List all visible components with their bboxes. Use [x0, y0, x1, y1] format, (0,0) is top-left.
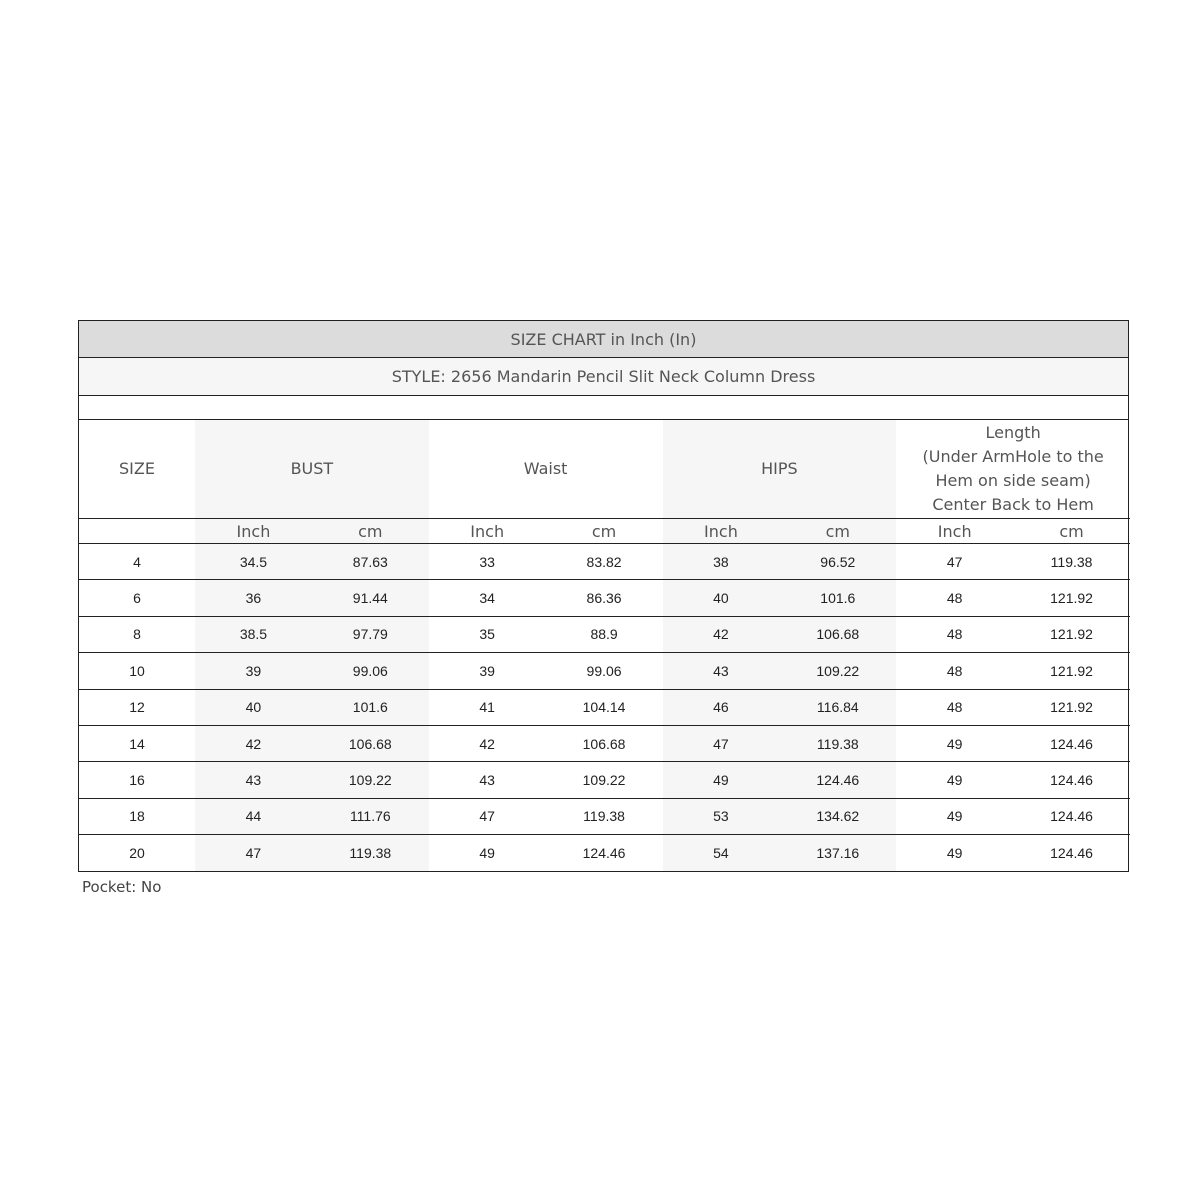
measurement-cell: 97.79 — [312, 616, 429, 652]
measurement-cell: 42 — [429, 725, 546, 761]
measurement-cell: 48 — [896, 616, 1013, 652]
measurement-cell: 106.68 — [312, 725, 429, 761]
measurement-cell: 34 — [429, 580, 546, 616]
unit-label: cm — [312, 519, 429, 544]
measurement-cell: 121.92 — [1013, 689, 1130, 725]
measurement-cell: 124.46 — [1013, 798, 1130, 834]
measurement-cell: 47 — [429, 798, 546, 834]
unit-label: Inch — [429, 519, 546, 544]
measurement-cell: 49 — [946, 844, 963, 861]
measurement-cell: 106.68 — [779, 616, 896, 652]
measurement-cell: 119.38 — [312, 835, 429, 871]
measurement-cell: 106.68 — [546, 725, 663, 761]
pocket-note: Pocket: No — [82, 878, 162, 896]
measurement-cell: 119.38 — [779, 725, 896, 761]
size-cell: 18 — [79, 798, 195, 834]
measurement-cell: 116.84 — [779, 689, 896, 725]
size-table — [79, 420, 1130, 871]
size-cell: 6 — [79, 580, 195, 616]
unit-label: cm — [546, 519, 663, 544]
size-rows — [79, 544, 1130, 871]
measurement-cell: 109.22 — [546, 762, 663, 798]
measurement-cell: 49 — [896, 725, 1013, 761]
measurement-cell: 48 — [896, 689, 1013, 725]
measurement-cell: 43 — [663, 653, 780, 689]
measurement-cell: 119.38 — [546, 798, 663, 834]
table-row — [79, 544, 1130, 580]
measurement-cell: 49 — [663, 762, 780, 798]
header-length — [896, 420, 1130, 519]
header-length-line: Center Back to Hem — [932, 495, 1094, 514]
measurement-cell: 42 — [663, 616, 780, 652]
measurement-cell: 42 — [195, 725, 312, 761]
measurement-cell: 134.62 — [779, 798, 896, 834]
measurement-cell: 109.22 — [312, 762, 429, 798]
measurement-cell: 40 — [195, 689, 312, 725]
measurement-cell: 47 — [195, 835, 312, 871]
measurement-cell: 101.6 — [779, 580, 896, 616]
measurement-cell: 47 — [663, 725, 780, 761]
measurement-cell: 48 — [896, 580, 1013, 616]
size-chart — [78, 320, 1129, 872]
measurement-cell: 101.6 — [312, 689, 429, 725]
measurement-cell: 88.9 — [546, 616, 663, 652]
unit-label: Inch — [663, 519, 780, 544]
measurement-cell: 87.63 — [312, 544, 429, 580]
measurement-cell: 49 — [896, 798, 1013, 834]
measurement-cell: 111.76 — [312, 798, 429, 834]
measurement-cell: 121.92 — [1013, 580, 1130, 616]
measurement-cell: 109.22 — [779, 653, 896, 689]
table-row — [79, 762, 1130, 798]
measurement-cell: 38 — [663, 544, 780, 580]
unit-label: cm — [779, 519, 896, 544]
measurement-cell: 91.44 — [312, 580, 429, 616]
blank-spacer-row — [79, 396, 1128, 420]
measurement-cell: 124.46 — [1050, 844, 1093, 861]
chart-title: SIZE CHART in Inch (In) — [79, 321, 1128, 358]
measurement-cell: 83.82 — [546, 544, 663, 580]
measurement-cell: 46 — [663, 689, 780, 725]
unit-label: Inch — [195, 519, 312, 544]
measurement-cell: 41 — [429, 689, 546, 725]
measurement-cell: 43 — [429, 762, 546, 798]
measurement-cell: 39 — [429, 653, 546, 689]
measurement-cell: 49 — [479, 844, 495, 861]
measurement-cell: 33 — [429, 544, 546, 580]
measurement-cell: 44 — [195, 798, 312, 834]
table-row — [79, 616, 1130, 652]
size-cell: 4 — [79, 544, 195, 580]
measurement-cell: 96.52 — [779, 544, 896, 580]
size-cell: 8 — [79, 616, 195, 652]
size-cell: 14 — [79, 725, 195, 761]
measurement-cell: 49 — [896, 762, 1013, 798]
measurement-cell: 124.46 — [582, 844, 626, 861]
size-cell: 12 — [79, 689, 195, 725]
table-row — [79, 835, 1130, 871]
measurement-cell: 40 — [663, 580, 780, 616]
unit-label: Inch — [896, 519, 1013, 544]
table-row — [79, 689, 1130, 725]
measurement-cell: 47 — [896, 544, 1013, 580]
unit-label: cm — [1013, 519, 1130, 544]
measurement-cell: 124.46 — [1013, 725, 1130, 761]
measurement-cell: 99.06 — [546, 653, 663, 689]
table-row — [79, 580, 1130, 616]
header-row — [79, 420, 1130, 519]
measurement-cell: 86.36 — [546, 580, 663, 616]
header-hips: HIPS — [663, 420, 897, 519]
measurement-cell: 39 — [195, 653, 312, 689]
measurement-cell: 121.92 — [1013, 616, 1130, 652]
measurement-cell: 34.5 — [195, 544, 312, 580]
measurement-cell: 119.38 — [1013, 544, 1130, 580]
size-cell: 10 — [79, 653, 195, 689]
size-cell: 20 — [129, 844, 145, 861]
measurement-cell: 104.14 — [546, 689, 663, 725]
units-row — [79, 519, 1130, 544]
style-line: STYLE: 2656 Mandarin Pencil Slit Neck Column Dress — [79, 358, 1128, 396]
measurement-cell: 54 — [663, 835, 780, 871]
measurement-cell: 124.46 — [1013, 762, 1130, 798]
measurement-cell: 43 — [195, 762, 312, 798]
measurement-cell: 53 — [663, 798, 780, 834]
measurement-cell: 48 — [896, 653, 1013, 689]
size-cell: 16 — [79, 762, 195, 798]
measurement-cell: 99.06 — [312, 653, 429, 689]
measurement-cell: 121.92 — [1013, 653, 1130, 689]
measurement-cell: 137.16 — [779, 835, 896, 871]
measurement-cell: 124.46 — [779, 762, 896, 798]
header-length-line: Hem on side seam) — [935, 471, 1091, 490]
units-size-blank — [79, 519, 195, 544]
header-bust: BUST — [195, 420, 429, 519]
table-row — [79, 725, 1130, 761]
measurement-cell: 36 — [195, 580, 312, 616]
table-row — [79, 653, 1130, 689]
measurement-cell: 38.5 — [195, 616, 312, 652]
table-row — [79, 798, 1130, 834]
header-waist: Waist — [429, 420, 663, 519]
header-length-line: Length — [985, 423, 1041, 442]
header-size: SIZE — [79, 420, 195, 519]
measurement-cell: 35 — [429, 616, 546, 652]
header-length-line: (Under ArmHole to the — [922, 447, 1104, 466]
